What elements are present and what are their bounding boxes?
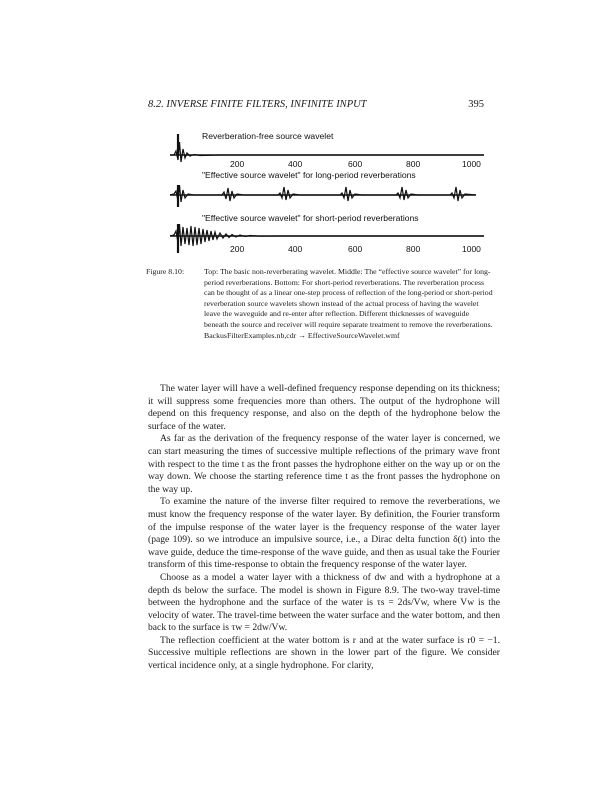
figure-label-top: Reverberation-free source wavelet: [202, 131, 334, 141]
tick-bottom-400: 400: [288, 244, 303, 254]
tick-top-400: 400: [288, 159, 303, 169]
ticks-top: [230, 159, 481, 169]
paragraph-3: To examine the nature of the inverse filter required to remove the reverberations, we must know the frequency response of the water layer. By definition, the Fourier transform of the impulse response of the water layer is the frequency response of the water layer (page 109). so we introduce an impulsive source, i.e., a Dirac delta function δ(t) into the wave guide, deduce the time-response of the wave guide, and then as usual take the Fourier transform of this time-response to obtain the frequency response of the water layer.: [148, 496, 500, 571]
paragraph-4: Choose as a model a water layer with a thickness of dw and with a hydrophone at a depth ds below the surface. The model is shown in Figure 8.9. The two-way travel-time between the hydrophone and the surface of the water is τs = 2ds/Vw, where Vw is the velocity of water. The travel-time between the water surface and the water bottom, and then back to the surface is τw = 2dw/Vw.: [148, 571, 500, 634]
trace-middle: [170, 185, 476, 202]
paragraph-1: The water layer will have a well-defined frequency response depending on its thickness; it will suppress some frequencies more than others. The output of the hydrophone will depend on this frequency response, and also on the depth of the hydrophone below the surface of the water.: [148, 383, 500, 432]
figure-caption: [146, 267, 494, 341]
caption-label: Figure 8.10:: [146, 267, 185, 276]
tick-top-200: 200: [230, 159, 245, 169]
tick-bottom-800: 800: [406, 244, 421, 254]
caption-text: Top: The basic non-reverberating wavelet. Middle: The “effective source wavelet” for long-period reverberations. Bottom: For short-period reverberations. The reverberation process can be thought of as a linear one-step process of reflection of the long-period or short-period reverberation source wavelets shown instead of the actual process of having the wavelet leave the waveguide and re-enter after reflection. Different thicknesses of waveguide beneath the source and receiver will require separate treatment to remove the reverberations. BackusFilterExamples.nb,cdr → EffectiveSourceWavelet.wmf: [204, 267, 493, 340]
body-text: [148, 383, 500, 673]
ticks-bottom: [230, 244, 481, 254]
tick-top-1000: 1000: [462, 159, 481, 169]
running-header: [148, 99, 484, 110]
paragraph-2: As far as the derivation of the frequency response of the water layer is concerned, we can start measuring the times of successive multiple reflections of the primary wave front with respect to the time t as the front passes the hydrophone either on the way up or on the way down. We choose the starting reference time t as the front passes the hydrophone on the way up.: [148, 433, 500, 495]
tick-bottom-600: 600: [348, 244, 363, 254]
tick-top-800: 800: [406, 159, 421, 169]
section-title: 8.2. INVERSE FINITE FILTERS, INFINITE INPUT: [148, 99, 367, 110]
tick-top-600: 600: [348, 159, 363, 169]
trace-top: [170, 142, 484, 162]
figure-label-bottom: "Effective source wavelet" for short-period reverberations: [202, 213, 419, 223]
figure-label-middle: "Effective source wavelet" for long-period reverberations: [202, 170, 416, 180]
paragraph-5: The reflection coefficient at the water bottom is r and at the water surface is r0 = −1. Successive multiple reflections are shown in the lower part of the figure. We consider vertical incidence only, at a single hydrophone. For clarity,: [148, 634, 500, 672]
tick-bottom-200: 200: [230, 244, 245, 254]
tick-bottom-1000: 1000: [462, 244, 481, 254]
page-number: 395: [468, 99, 484, 110]
trace-bottom: [170, 224, 484, 246]
figure-8-10: [160, 118, 500, 270]
